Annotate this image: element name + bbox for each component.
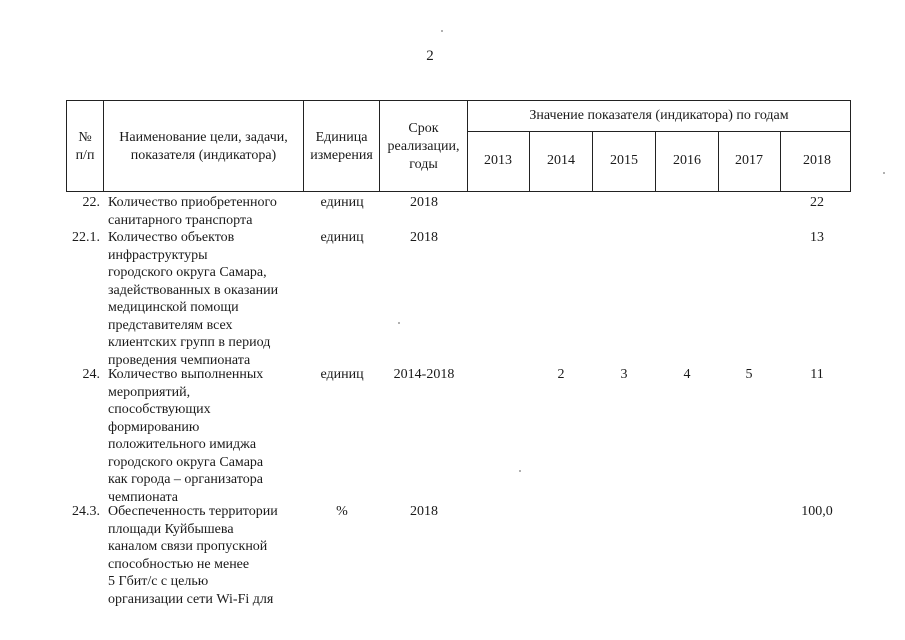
row-value-2018: 11 — [810, 367, 824, 382]
col-border — [850, 100, 851, 192]
header-bottom-border — [66, 191, 851, 192]
col-border — [780, 131, 781, 192]
row-unit: единиц — [320, 230, 364, 245]
row-number: 24.3. — [72, 504, 100, 519]
row-term: 2014-2018 — [393, 367, 455, 382]
header-top-border — [66, 100, 851, 101]
row-name: Количество выполненных мероприятий, способствующих формированию положительного имиджа городского округа Самара как города – организатора чемпионата — [108, 367, 264, 505]
row-unit: единиц — [320, 195, 364, 210]
row-term: 2018 — [410, 195, 438, 210]
scan-speck — [441, 30, 443, 32]
row-value-2016: 4 — [683, 367, 691, 382]
row-number: 24. — [82, 367, 100, 382]
header-values-title: Значение показателя (индикатора) по годам — [529, 108, 789, 123]
row-number: 22.1. — [72, 230, 100, 245]
header-name: Наименование цели, задачи, показателя (индикатора) — [119, 130, 288, 163]
page-number: 2 — [426, 48, 434, 64]
scan-speck — [883, 172, 885, 174]
header-year: 2017 — [735, 153, 763, 168]
scan-speck — [398, 322, 400, 324]
row-name: Обеспеченность территории площади Куйбышева каналом связи пропускной способностью не менее 5 Гбит/с с целью организации сети Wi-Fi для — [108, 504, 278, 607]
row-unit: единиц — [320, 367, 364, 382]
row-value-2018: 100,0 — [801, 504, 833, 519]
scan-speck — [519, 470, 521, 472]
row-value-2015: 3 — [620, 367, 628, 382]
row-number: 22. — [82, 195, 100, 210]
row-value-2018: 13 — [810, 230, 824, 245]
row-term: 2018 — [410, 230, 438, 245]
row-value-2017: 5 — [745, 367, 753, 382]
header-year: 2015 — [610, 153, 638, 168]
row-term: 2018 — [410, 504, 438, 519]
header-unit: Единица измерения — [310, 130, 373, 163]
header-year: 2014 — [547, 153, 575, 168]
row-name: Количество приобретенного санитарного транспорта — [108, 195, 277, 228]
header-num: № п/п — [75, 130, 95, 163]
row-unit: % — [336, 504, 348, 519]
row-value-2018: 22 — [810, 195, 824, 210]
row-name: Количество объектов инфраструктуры городского округа Самара, задействованных в оказании медицинской помощи представителям всех клиентских групп в период проведения чемпионата — [108, 230, 279, 368]
header-year: 2018 — [803, 153, 831, 168]
row-value-2014: 2 — [557, 367, 565, 382]
header-term: Срок реализации, годы — [387, 121, 460, 172]
header-year: 2013 — [484, 153, 512, 168]
years-divider — [467, 131, 851, 132]
header-year: 2016 — [673, 153, 701, 168]
